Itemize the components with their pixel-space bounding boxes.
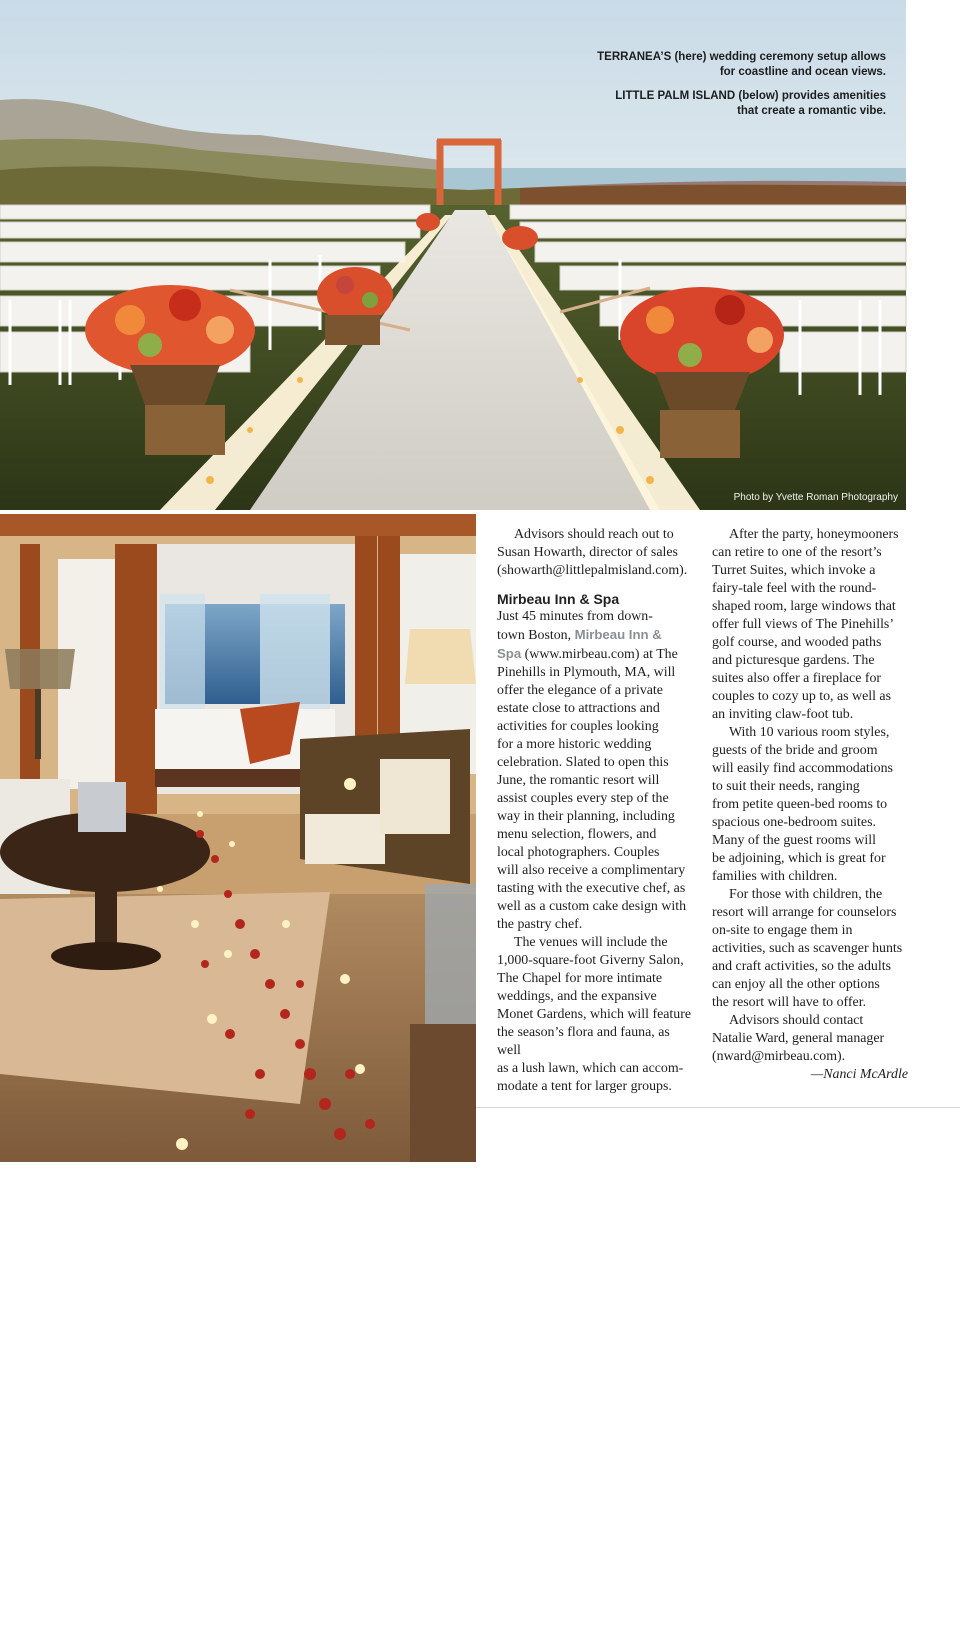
intro-paragraph: Advisors should reach out to Susan Howarth, director of sales (showarth@littlepalmisland.com). [497, 527, 688, 578]
photo-credit: Photo by Yvette Roman Photography [733, 492, 898, 503]
wedding-ceremony-photo [0, 0, 906, 510]
mirbeau-paragraph [497, 608, 697, 934]
caption-terranea-text-2: for coastline and ocean views. [719, 66, 886, 78]
caption-terranea [597, 50, 886, 80]
mirbeau-paragraph-start: Just 45 minutes from down- town Boston, [497, 609, 653, 643]
caption-terranea-text-1: (here) wedding ceremony setup allows [674, 51, 886, 63]
article-column-1 [497, 526, 697, 1096]
mirbeau-paragraph-rest: (www.mirbeau.com) at The Pinehills in Plymouth, MA, will offer the elegance of a private estate close to attractions and activities for couples looking for a more historic wedding celebration. Slated to open this June, the romantic resort will assist couples every step of the way in their planning, including menu selection, flowers, and local photographers. Couples will also receive a complimentary tasting with the executive chef, as well as a custom cake design with the pastry chef. [497, 647, 687, 932]
article-column-2 [712, 526, 908, 1084]
venues-paragraph: The venues will include the 1,000-square-foot Giverny Salon, The Chapel for more intimate weddings, and the expansive Monet Gardens, which will feature the season’s flora and fauna, as well as a lush lawn, which can accom- modate a tent for larger groups. [497, 935, 692, 1094]
mirbeau-name: Mirbeau Inn & Spa [497, 627, 662, 661]
page-folio [54, 1635, 282, 1650]
caption-terranea-name: TERRANEA’S [597, 51, 672, 63]
section-heading: Mirbeau Inn & Spa [497, 591, 620, 607]
page-number: 34 [54, 1635, 69, 1650]
caption-lpi-name: LITTLE PALM ISLAND [615, 90, 736, 102]
romantic-suite-photo [0, 514, 476, 1650]
footer-rule [476, 1107, 960, 1108]
caption-lpi-text-2: that create a romantic vibe. [737, 105, 886, 117]
caption-little-palm-island [615, 89, 886, 119]
contact-paragraph: Advisors should contact Natalie Ward, general manager (nward@mirbeau.com). [712, 1013, 885, 1064]
publication-name: LUXURY TRAVEL ADVISOR [78, 1638, 218, 1650]
folio-separator: | [223, 1638, 227, 1650]
issue-date: MAY 2014 [232, 1638, 282, 1650]
caption-lpi-text-1: (below) provides amenities [738, 90, 886, 102]
room-styles-paragraph: With 10 various room styles, guests of the bride and groom will easily find accommodations to suit their needs, ranging from petite queen-bed rooms to spacious one-bedroom suites. Many of the guest rooms will be adjoining, which is great for families with children. [712, 725, 893, 884]
turret-suites-paragraph: After the party, honeymooners can retire to one of the resort’s Turret Suites, which invoke a fairy-tale feel with the round- shaped room, large windows that offer full views of The Pinehills’ golf course, and wooded paths and picturesque gardens. The suites also offer a fireplace for couples to cozy up to, as well as an inviting claw-foot tub. [712, 527, 899, 722]
author-byline: —Nanci McArdle [810, 1067, 908, 1082]
children-paragraph: For those with children, the resort will arrange for counselors on-site to engage them in activities, such as scavenger hunts and craft activities, so the adults can enjoy all the other options the resort will have to offer. [712, 887, 903, 1010]
